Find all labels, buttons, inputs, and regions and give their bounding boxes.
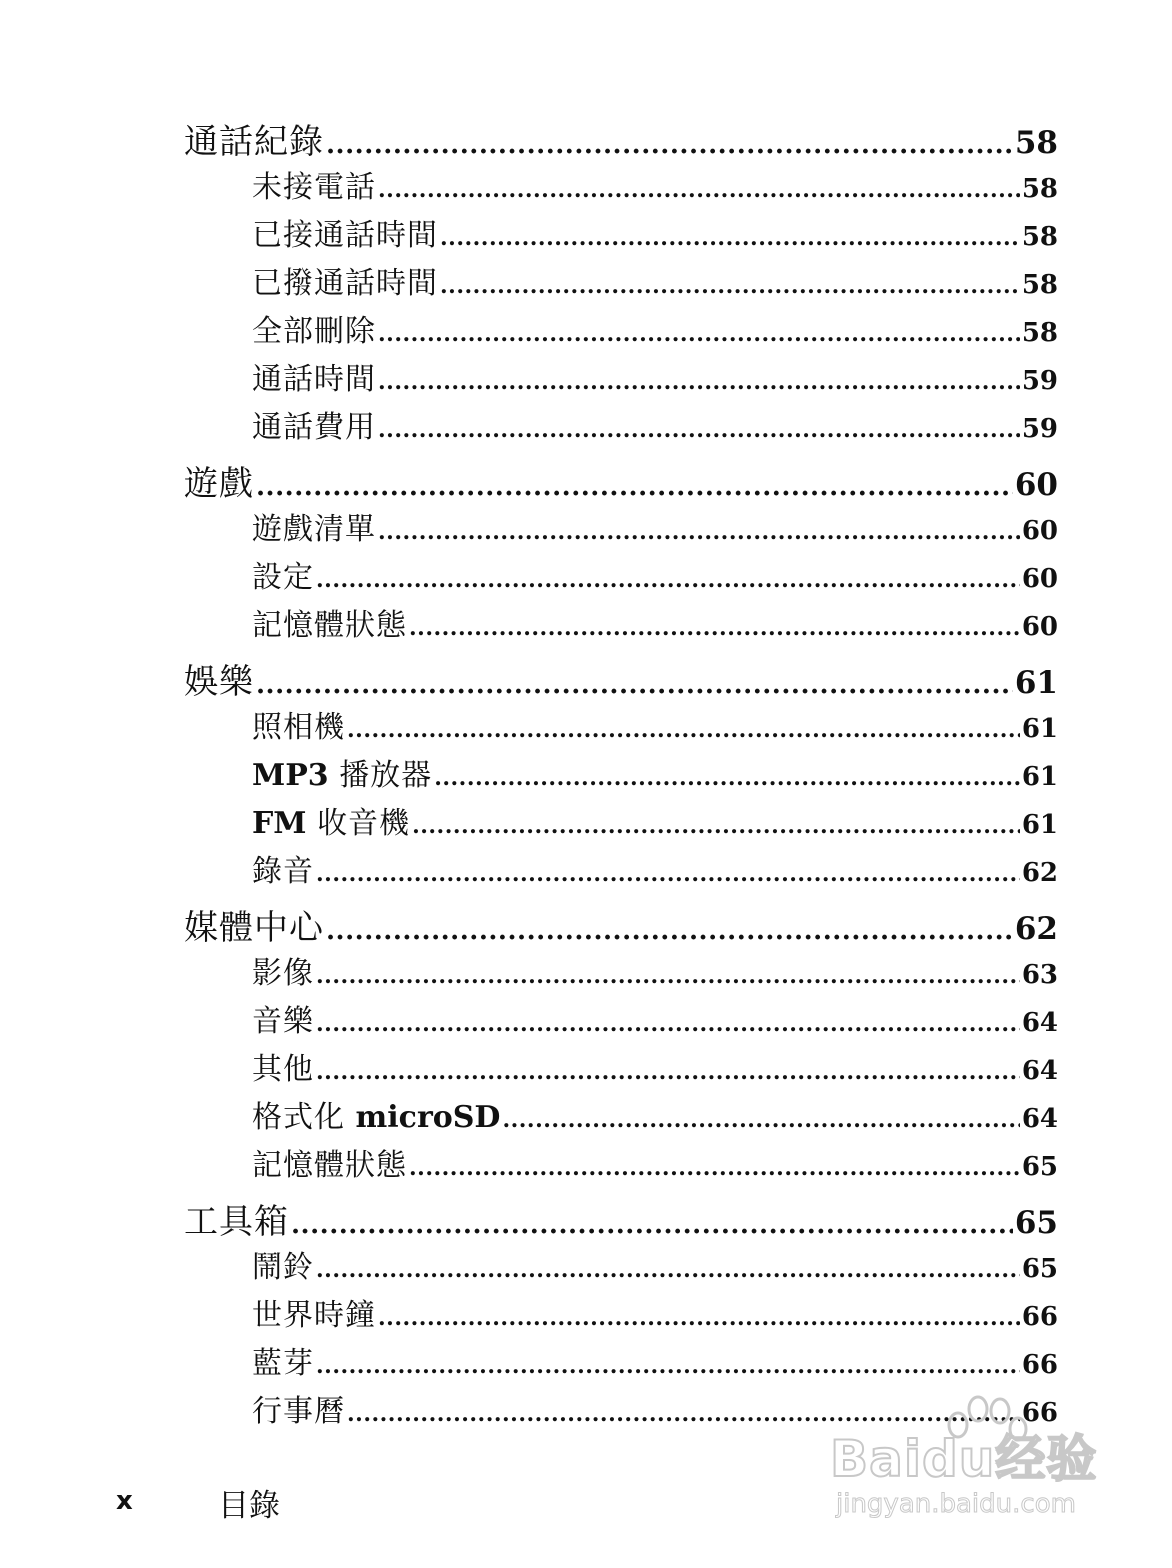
toc-page-number: 59 xyxy=(1021,414,1058,444)
toc-entry-label xyxy=(252,354,376,398)
toc-entry-label-text: 音樂 xyxy=(252,1004,314,1039)
toc-section-entry xyxy=(184,846,1058,894)
toc-dot-leader xyxy=(502,1107,1019,1133)
toc-page-number: 65 xyxy=(1021,1152,1058,1182)
toc-dot-leader xyxy=(347,717,1020,743)
toc-dot-leader xyxy=(316,567,1020,593)
toc-entry-label-suffix: microSD xyxy=(355,1100,501,1135)
toc-section-entry xyxy=(184,702,1058,750)
toc-section-entry xyxy=(184,258,1058,306)
toc-entry-label xyxy=(252,1092,500,1136)
toc-section-entry xyxy=(184,162,1058,210)
toc-page-number: 61 xyxy=(1021,762,1058,792)
toc-page-number: 61 xyxy=(1021,810,1058,840)
toc-entry-label-text: 記憶體狀態 xyxy=(252,1148,407,1183)
toc-dot-leader xyxy=(326,130,1013,160)
toc-page-number: 64 xyxy=(1021,1104,1058,1134)
toc-dot-leader xyxy=(378,417,1020,443)
toc-page-number: 58 xyxy=(1021,222,1058,252)
toc-entry-label xyxy=(252,1338,314,1382)
toc-entry-label xyxy=(252,162,376,206)
toc-dot-leader xyxy=(440,225,1020,251)
footer-page-number: x xyxy=(116,1486,133,1516)
toc-section-entry xyxy=(184,210,1058,258)
toc-dot-leader xyxy=(316,1011,1020,1037)
toc-entry-label-text: 錄音 xyxy=(252,854,314,889)
toc-section-entry xyxy=(184,1140,1058,1188)
toc-section-entry xyxy=(184,600,1058,648)
toc-entry-label xyxy=(252,258,438,302)
toc-chapter-entry xyxy=(184,1188,1058,1242)
toc-section-entry xyxy=(184,1290,1058,1338)
toc-entry-label xyxy=(252,1242,314,1286)
toc-page-number: 66 xyxy=(1021,1350,1058,1380)
toc-entry-label xyxy=(252,846,314,890)
toc-dot-leader xyxy=(378,369,1020,395)
toc-entry-label xyxy=(252,306,376,350)
toc-section-entry xyxy=(184,306,1058,354)
toc-page-number: 66 xyxy=(1021,1302,1058,1332)
toc-page-number: 58 xyxy=(1021,174,1058,204)
watermark-logo-text: Baidu经验 xyxy=(830,1430,1098,1488)
toc-section-entry xyxy=(184,798,1058,846)
toc-entry-label xyxy=(252,996,314,1040)
toc-entry-label-text: 通話費用 xyxy=(252,410,376,445)
toc-section-entry xyxy=(184,996,1058,1044)
toc-page-number: 60 xyxy=(1021,516,1058,546)
toc-entry-label xyxy=(252,210,438,254)
toc-dot-leader xyxy=(316,1059,1020,1085)
toc-dot-leader xyxy=(316,963,1020,989)
toc-dot-leader xyxy=(291,1210,1013,1240)
toc-page-number: 58 xyxy=(1021,318,1058,348)
toc-section-entry xyxy=(184,948,1058,996)
toc-entry-label xyxy=(184,900,324,949)
toc-entry-label-text: 藍芽 xyxy=(252,1346,314,1381)
toc-section-entry xyxy=(184,1092,1058,1140)
toc-page-number: 64 xyxy=(1021,1008,1058,1038)
toc-entry-label-text: 通話紀錄 xyxy=(184,122,324,162)
toc-entry-label-text: 世界時鐘 xyxy=(252,1298,376,1333)
toc-entry-label xyxy=(184,1194,289,1243)
toc-entry-label-text: 播放器 xyxy=(339,758,433,793)
toc-dot-leader xyxy=(378,321,1020,347)
toc-entry-label xyxy=(252,504,376,548)
toc-chapter-entry xyxy=(184,108,1058,162)
toc-entry-label xyxy=(252,702,345,746)
toc-page-number: 64 xyxy=(1021,1056,1058,1086)
toc-entry-label-text: 記憶體狀態 xyxy=(252,608,407,643)
toc-dot-leader xyxy=(434,765,1020,791)
watermark-url: jingyan.baidu.com xyxy=(836,1489,1076,1519)
toc-page-number: 62 xyxy=(1014,911,1058,947)
toc-entry-label-text: 鬧鈴 xyxy=(252,1250,314,1285)
toc-page-number: 66 xyxy=(1021,1398,1058,1428)
toc-entry-label xyxy=(252,1290,376,1334)
toc-entry-label xyxy=(252,402,376,446)
toc-section-entry xyxy=(184,1044,1058,1092)
toc-page-number: 60 xyxy=(1021,564,1058,594)
toc-entry-label-text: 通話時間 xyxy=(252,362,376,397)
toc-chapter-entry xyxy=(184,648,1058,702)
toc-dot-leader xyxy=(256,472,1013,502)
toc-entry-label xyxy=(252,1044,314,1088)
toc-section-entry xyxy=(184,402,1058,450)
toc-page-number: 63 xyxy=(1021,960,1058,990)
toc-section-entry xyxy=(184,1242,1058,1290)
toc-entry-label-text: 娛樂 xyxy=(184,662,254,702)
toc-entry-label-text: 媒體中心 xyxy=(184,908,324,948)
toc-section-entry xyxy=(184,354,1058,402)
toc-dot-leader xyxy=(316,1257,1020,1283)
toc-chapter-entry xyxy=(184,450,1058,504)
toc-entry-label xyxy=(184,114,324,163)
toc-page-number: 61 xyxy=(1014,665,1058,701)
toc-page-number: 58 xyxy=(1021,270,1058,300)
toc-dot-leader xyxy=(316,861,1020,887)
toc-dot-leader xyxy=(316,1353,1020,1379)
toc-entry-label xyxy=(252,1140,407,1184)
toc-page-number: 65 xyxy=(1021,1254,1058,1284)
toc-dot-leader xyxy=(378,519,1020,545)
toc-entry-label xyxy=(252,552,314,596)
toc-section-entry xyxy=(184,1338,1058,1386)
toc-entry-label-text: 遊戲 xyxy=(184,464,254,504)
toc-page-number: 58 xyxy=(1014,125,1058,161)
table-of-contents xyxy=(184,108,1058,1434)
toc-entry-label xyxy=(184,654,254,703)
toc-entry-label-text: 全部刪除 xyxy=(252,314,376,349)
toc-section-entry xyxy=(184,504,1058,552)
toc-section-entry xyxy=(184,552,1058,600)
toc-dot-leader xyxy=(326,916,1013,946)
toc-entry-label xyxy=(252,798,410,842)
toc-entry-label-text: 設定 xyxy=(252,560,314,595)
toc-page-number: 60 xyxy=(1021,612,1058,642)
toc-entry-label-text: 行事曆 xyxy=(252,1394,345,1429)
toc-section-entry xyxy=(184,750,1058,798)
toc-entry-label-text: 照相機 xyxy=(252,710,345,745)
toc-entry-label-text: 其他 xyxy=(252,1052,314,1087)
toc-entry-label-text: 已撥通話時間 xyxy=(252,266,438,301)
toc-entry-label-text: 已接通話時間 xyxy=(252,218,438,253)
toc-page-number: 60 xyxy=(1014,467,1058,503)
footer-section-title: 目錄 xyxy=(218,1488,280,1524)
toc-dot-leader xyxy=(440,273,1020,299)
toc-dot-leader xyxy=(378,177,1020,203)
toc-dot-leader xyxy=(378,1305,1020,1331)
toc-entry-label-text: 未接電話 xyxy=(252,170,376,205)
toc-entry-label-prefix: FM xyxy=(252,806,307,841)
baidu-watermark xyxy=(830,1395,1105,1525)
toc-dot-leader xyxy=(409,1155,1020,1181)
toc-dot-leader xyxy=(412,813,1020,839)
toc-entry-label xyxy=(252,750,432,794)
toc-entry-label-text: 工具箱 xyxy=(184,1202,289,1242)
toc-page-number: 61 xyxy=(1021,714,1058,744)
toc-entry-label xyxy=(184,456,254,505)
toc-entry-label-text: 遊戲清單 xyxy=(252,512,376,547)
toc-entry-label-text: 影像 xyxy=(252,956,314,991)
toc-entry-label xyxy=(252,948,314,992)
toc-dot-leader xyxy=(256,670,1013,700)
toc-page-number: 59 xyxy=(1021,366,1058,396)
toc-entry-label xyxy=(252,600,407,644)
toc-entry-label xyxy=(252,1386,345,1430)
toc-dot-leader xyxy=(409,615,1020,641)
toc-page-number: 62 xyxy=(1021,858,1058,888)
toc-page-number: 65 xyxy=(1014,1205,1058,1241)
toc-entry-label-prefix: MP3 xyxy=(252,758,329,793)
toc-chapter-entry xyxy=(184,894,1058,948)
toc-entry-label-text: 收音機 xyxy=(317,806,411,841)
toc-entry-label-text: 格式化 xyxy=(252,1100,345,1135)
